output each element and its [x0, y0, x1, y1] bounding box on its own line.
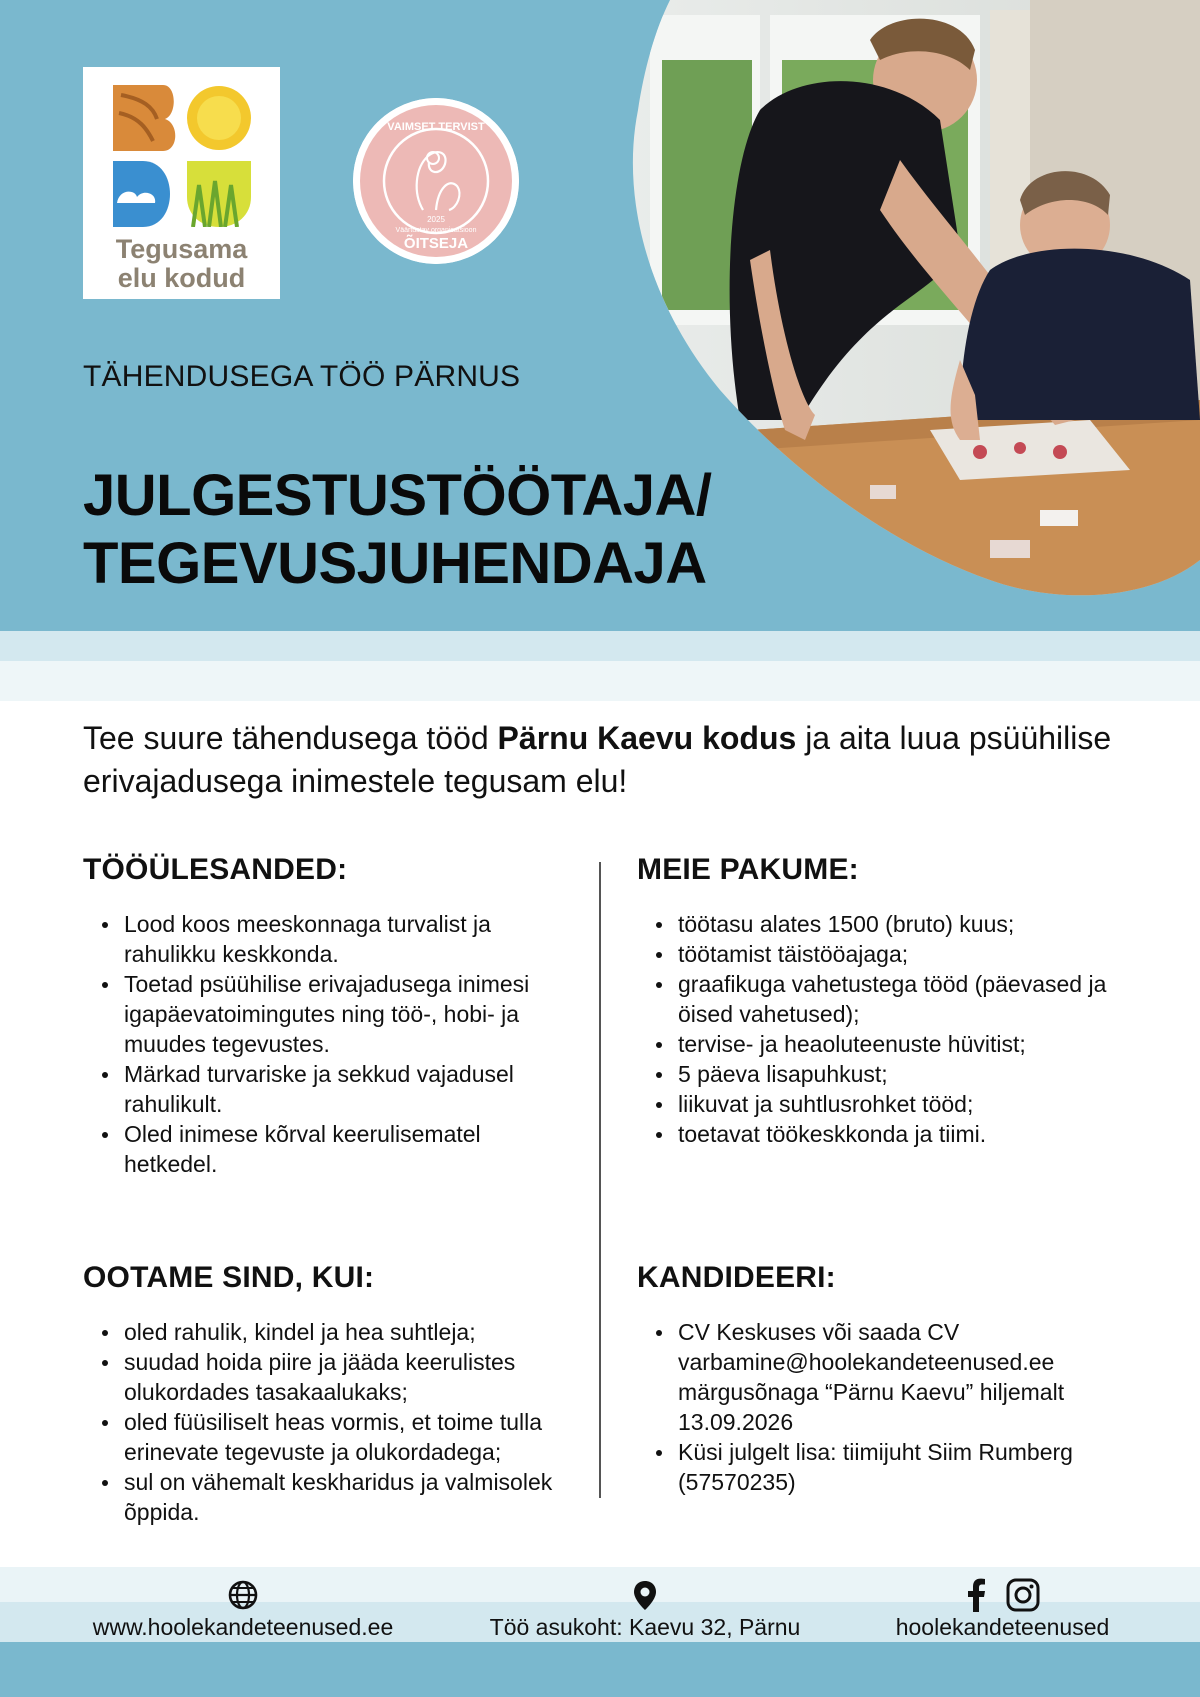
list-item: oled füüsiliselt heas vormis, et toime tulla erinevate tegevuste ja olukordadega;	[83, 1407, 583, 1467]
decor-band-2	[0, 661, 1200, 701]
intro-text	[83, 717, 1123, 803]
page-subtitle: TÄHENDUSEGA TÖÖ PÄRNUS	[83, 360, 521, 393]
footer-location-text: Töö asukoht: Kaevu 32, Pärnu	[489, 1614, 801, 1640]
facebook-icon[interactable]	[965, 1578, 987, 1612]
footer-website[interactable]	[78, 1578, 408, 1641]
footer-social[interactable]	[880, 1578, 1125, 1641]
list-item: graafikuga vahetustega tööd (päevased ja öised vahetused);	[637, 969, 1137, 1029]
list-item: töötamist täistööajaga;	[637, 939, 1137, 969]
seal-year: 2025	[427, 215, 445, 224]
intro-bold: Pärnu Kaevu kodus	[497, 720, 797, 756]
page-title-line2: TEGEVUSJUHENDAJA	[83, 531, 707, 596]
footer-location	[470, 1578, 820, 1641]
list-item: CV Keskuses või saada CV varbamine@hoolekandeteenused.ee märgusõnaga “Pärnu Kaevu” hiljemalt 13.09.2026	[637, 1317, 1097, 1437]
seal-bottom-text: Väärtustav organisatsioon	[395, 227, 477, 234]
tasks-heading: TÖÖÜLESANDED:	[83, 853, 348, 886]
globe-icon	[226, 1578, 260, 1612]
list-item: Küsi julgelt lisa: tiimijuht Siim Rumberg (57570235)	[637, 1437, 1097, 1497]
list-item: Lood koos meeskonnaga turvalist ja rahulikku keskkonda.	[83, 909, 563, 969]
team-photo	[630, 0, 1200, 600]
social-icons	[880, 1578, 1125, 1612]
list-item: tervise- ja heaoluteenuste hüvitist;	[637, 1029, 1137, 1059]
list-item: töötasu alates 1500 (bruto) kuus;	[637, 909, 1137, 939]
expect-heading: OOTAME SIND, KUI:	[83, 1261, 375, 1294]
logo-text-line2: elu kodud	[117, 263, 246, 293]
footer-band-bottom	[0, 1642, 1200, 1697]
apply-section	[637, 1261, 1097, 1497]
tasks-list	[83, 909, 563, 1179]
kodu-logo-text	[83, 235, 280, 293]
offer-section	[637, 853, 1137, 1149]
location-pin-icon	[628, 1578, 662, 1612]
intro-part1: Tee suure tähendusega tööd	[83, 720, 498, 756]
expect-section	[83, 1261, 583, 1527]
list-item: liikuvat ja suhtlusrohket tööd;	[637, 1089, 1137, 1119]
page-title	[83, 462, 711, 598]
header-banner	[0, 0, 1200, 631]
list-item: Märkad turvariske ja sekkud vajadusel rahulikult.	[83, 1059, 563, 1119]
logo-text-line1: Tegusama	[115, 234, 248, 264]
list-item: toetavat töökeskkonda ja tiimi.	[637, 1119, 1137, 1149]
vaimset-tervist-seal	[353, 98, 519, 264]
footer-website-link[interactable]: www.hoolekandeteenused.ee	[92, 1614, 394, 1640]
list-item: 5 päeva lisapuhkust;	[637, 1059, 1137, 1089]
tasks-section	[83, 853, 563, 1179]
seal-bottom-word: ÕITSEJA	[403, 235, 469, 252]
list-item: oled rahulik, kindel ja hea suhtleja;	[83, 1317, 583, 1347]
page-title-line1: JULGESTUSTÖÖTAJA/	[83, 463, 712, 528]
footer-social-handle[interactable]: hoolekandeteenused	[895, 1614, 1110, 1640]
expect-list	[83, 1317, 583, 1527]
column-divider	[599, 862, 601, 1498]
kodu-logo	[83, 67, 280, 299]
list-item: Oled inimese kõrval keerulisematel hetkedel.	[83, 1119, 563, 1179]
decor-band-1	[0, 631, 1200, 661]
seal-top-text: VAIMSET TERVIST	[387, 121, 485, 133]
offer-heading: MEIE PAKUME:	[637, 853, 859, 886]
list-item: suudad hoida piire ja jääda keerulistes olukordades tasakaalukaks;	[83, 1347, 583, 1407]
apply-heading: KANDIDEERI:	[637, 1261, 836, 1294]
list-item: sul on vähemalt keskharidus ja valmisolek õppida.	[83, 1467, 583, 1527]
instagram-icon[interactable]	[1006, 1578, 1040, 1612]
intro-part2: ja aita luua psüühilise erivajadusega inimestele tegusam elu!	[83, 720, 1112, 799]
list-item: Toetad psüühilise erivajadusega inimesi igapäevatoimingutes ning töö-, hobi- ja muudes tegevustes.	[83, 969, 563, 1059]
offer-list	[637, 909, 1137, 1149]
kodu-logo-mark	[113, 85, 251, 227]
apply-list	[637, 1317, 1097, 1497]
